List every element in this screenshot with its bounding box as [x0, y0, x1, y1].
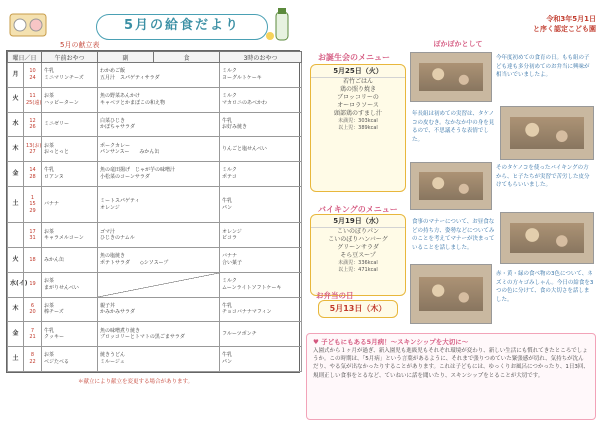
menu-note: ＊献立により献立を変更する場合があります。: [78, 379, 194, 385]
side-dish-cell: [98, 112, 220, 137]
pm-snack-cell: [220, 63, 302, 88]
weekday-cell: 土: [8, 347, 24, 372]
side-dish-cell-line: かぼちゃサラダ: [100, 124, 135, 131]
pm-snack-cell-line: ミルク: [222, 278, 237, 285]
side-dish-cell: [98, 247, 220, 272]
date-cell: [24, 347, 42, 372]
pm-snack-cell-line: チョコバナナマフィン: [222, 309, 272, 316]
col-header-am: 午前おやつ: [42, 52, 98, 63]
photo-food-colors: [410, 264, 492, 324]
am-snack-cell: [42, 223, 98, 248]
am-snack-cell-line: 牛乳: [44, 167, 55, 174]
note-body: 入園式から１ヶ月が過ぎ、新入園児も進級児もそれぞれ環境が変わり、新しい生活にも慣れてきたところでしょうか。この時期は、「5月病」という言葉があるように、それまで張りつめていた緊張感が切れ、気持ちが沈んだり、やる気が出なかったりすることがあります。これは子どもには、ゆっくりお風呂につかったり、1日3回、規則正しい食事をとるなど、ていねいに話を聞いたり、スキンシップをとることが大切です。: [313, 348, 589, 379]
date-number: 31: [29, 235, 36, 242]
viking-cal: 以上児：471kcal: [338, 267, 378, 273]
pm-snack-cell-line: 牛乳: [222, 352, 233, 359]
side-dish-cell-line: ゴマ汁: [100, 228, 116, 235]
table-row: [8, 137, 302, 162]
pm-snack-cell-line: オレンジ: [222, 228, 242, 235]
side-dish-cell-line: 魚の野菜あんかけ: [100, 93, 141, 100]
col-header-pm: 3時のおやつ: [220, 52, 302, 63]
note-heading: ♥ 子どもにもある5月病！〜スキンシップを大切に〜: [313, 338, 469, 346]
side-dish-cell-line: ひじきのナムル: [100, 235, 135, 242]
weekday-cell: 木: [8, 297, 24, 322]
birthday-item: 頭部鶏のすまし汁: [333, 110, 382, 117]
photo-classroom: [410, 162, 492, 210]
date-number: 20: [29, 309, 36, 316]
issue-date-block: [512, 14, 596, 44]
am-snack-cell-line: クッキー: [44, 334, 65, 341]
photo-table-manners: [500, 212, 594, 264]
pm-snack-cell: [220, 112, 302, 137]
date-number: 28: [29, 174, 36, 181]
photo-bamboo: [500, 106, 594, 160]
am-snack-cell-line: ハッピーターン: [44, 99, 79, 106]
viking-item: こいのぼりハンバーグ: [328, 236, 388, 243]
side-dish-cell: [98, 297, 220, 322]
birthday-item: オーロラソース: [337, 102, 379, 109]
date-cell: [24, 63, 42, 88]
date-number: 12: [29, 117, 36, 124]
may-sickness-note: [306, 333, 596, 420]
pm-snack-cell-line: バナナ: [222, 253, 238, 260]
col-header-main: 食: [154, 52, 220, 63]
date-number: 26: [29, 124, 36, 131]
kids-text: そのタケノコを使ったバイキングの方から、ヒ子たちが実習で苦労した皮分けてもらいいました。: [496, 165, 590, 188]
pm-snack-cell-line: フルーツポンチ: [222, 330, 257, 337]
date-number: 6: [30, 302, 35, 309]
pm-snack-cell: [220, 322, 302, 347]
am-snack-cell: [42, 87, 98, 112]
side-dish-cell: [98, 347, 220, 372]
weekday-cell: 水(イ): [8, 272, 24, 297]
am-snack-cell-line: ベジたべる: [44, 359, 70, 366]
kids-text: 赤・黄・緑の食べ物の3色について、ネズミの方々ゴみしゃん。今日の給食を3つの色に分けて、食の大切さを話しました。: [496, 271, 594, 303]
lunchbox-title: お弁当の日: [316, 291, 354, 300]
side-dish-cell-line: ミルージュ: [100, 359, 125, 366]
am-snack-cell: [42, 162, 98, 187]
birthday-item: ブロッコリーの: [337, 94, 379, 101]
am-snack-cell: [42, 63, 98, 88]
am-snack-cell: [42, 112, 98, 137]
weekday-cell: 月: [8, 63, 24, 88]
pm-snack-cell: [220, 347, 302, 372]
table-row: [8, 112, 302, 137]
date-number: 1: [30, 194, 35, 201]
date-cell: [24, 322, 42, 347]
pm-snack-cell-line: パン: [222, 359, 233, 366]
menu-subtitle: 5月の献立表: [60, 41, 100, 49]
date-number: 8: [30, 352, 35, 359]
weekday-cell: 土: [8, 186, 24, 222]
date-number: 13(お): [26, 142, 42, 149]
weekday-cell: 水: [8, 112, 24, 137]
bottle-icon: [262, 6, 302, 44]
date-number: 18: [29, 256, 36, 263]
side-dish-cell: [98, 186, 220, 222]
pm-snack-cell-line: 牛乳: [222, 197, 233, 204]
kids-text: 今年度初めての食育の日。もも組の子ども達も多分初めてのお弁当に興味が相当いでいましたよ。: [496, 55, 590, 78]
am-snack-cell-line: おっとっと: [44, 149, 69, 156]
pm-snack-cell-line: りんごと塩せんべい: [222, 145, 267, 152]
lunchbox-date: 5月13日（木）: [318, 300, 398, 318]
am-snack-cell-line: お茶: [44, 278, 55, 285]
side-dish-cell-line: 魚の塩焼き: [100, 253, 126, 260]
pm-snack-cell: [220, 87, 302, 112]
side-dish-cell-line: 親子丼: [100, 302, 116, 309]
date-number: 10: [29, 68, 36, 75]
date-number: 14: [29, 167, 36, 174]
table-row: [8, 63, 302, 88]
am-snack-cell-line: 牛乳: [44, 68, 55, 75]
col-header-side: 副: [98, 52, 154, 63]
date-number: 7: [30, 327, 35, 334]
pm-snack-cell-line: ピコラ: [222, 235, 238, 242]
weekday-cell: 木: [8, 137, 24, 162]
pm-snack-cell-line: 牛乳: [222, 117, 233, 124]
kids-section-title: ぽかぽかとして: [433, 40, 483, 48]
pm-snack-cell-line: ムーンライトソフトケーキ: [222, 284, 282, 291]
birthday-item: 若竹ごはん: [342, 78, 373, 85]
date-number: 11: [29, 93, 36, 100]
am-snack-cell-line: お茶: [44, 352, 55, 359]
table-row: [8, 347, 302, 372]
am-snack-cell: [42, 186, 98, 222]
am-snack-cell-line: お茶: [44, 142, 55, 149]
am-snack-cell-line: 棒チーズ: [44, 309, 64, 316]
pm-snack-cell-line: ポテコ: [222, 174, 237, 181]
am-snack-cell-line: キャラメルコーン: [44, 235, 84, 242]
viking-item: グリーンサラダ: [337, 244, 379, 251]
side-dish-cell-line: パンサンスー みかん缶: [100, 149, 160, 156]
table-row: [8, 162, 302, 187]
side-dish-cell-line: ポテトサラダ ◇シソスープ: [100, 259, 169, 266]
weekday-cell: 火: [8, 87, 24, 112]
side-dish-cell: [98, 63, 220, 88]
viking-title: バイキングのメニュー: [318, 205, 398, 214]
side-dish-cell-line: 五月汁 スパゲティサラダ: [100, 74, 160, 81]
pm-snack-cell-line: お好み焼き: [222, 124, 248, 131]
weekday-cell: 金: [8, 162, 24, 187]
side-dish-cell-line: 焼きうどん: [100, 352, 126, 359]
viking-date: 5月19日（水）: [311, 215, 405, 228]
date-number: 22: [29, 359, 36, 366]
birthday-title: お誕生会のメニュー: [318, 53, 390, 62]
birthday-menu-card: [310, 64, 406, 192]
date-cell: [24, 162, 42, 187]
pm-snack-cell-line: ヨーグルトケーキ: [222, 74, 262, 81]
pm-snack-cell: [220, 272, 302, 297]
col-header-day: 曜日／日: [8, 52, 42, 63]
side-dish-cell-line: ポークカレー: [100, 142, 131, 149]
am-snack-cell-line: お茶: [44, 302, 55, 309]
table-row: [8, 223, 302, 248]
date-number: 17: [29, 228, 36, 235]
side-dish-cell-line: わかめご飯: [100, 68, 126, 75]
am-snack-cell: [42, 137, 98, 162]
lunch-tray-icon: [6, 6, 50, 40]
side-dish-cell: [98, 223, 220, 248]
pm-snack-cell: [220, 223, 302, 248]
weekday-cell: [8, 223, 24, 248]
side-dish-cell-line: ミートスパゲティ: [100, 197, 140, 204]
date-cell: [24, 112, 42, 137]
side-dish-cell-line: かみかみサラダ: [100, 309, 135, 316]
date-number: 19: [29, 281, 36, 288]
am-snack-cell: [42, 347, 98, 372]
date-cell: [24, 247, 42, 272]
photo-lunch: [410, 52, 492, 102]
date-number: 29: [29, 207, 36, 214]
kids-text: 食事のマナーについて、お昼食などの持ち方、姿勢などについてみのことを考えてマナーが決まっていることを話しました。: [412, 219, 495, 251]
am-snack-cell-line: みかん缶: [44, 256, 65, 263]
table-row: [8, 247, 302, 272]
date-cell: [24, 186, 42, 222]
am-snack-cell-line: 牛乳: [44, 327, 55, 334]
side-dish-cell-line: 白菜ひじき: [100, 117, 126, 124]
date-cell: [24, 223, 42, 248]
pm-snack-cell: [220, 137, 302, 162]
date-number: 15: [29, 201, 36, 208]
date-cell: [24, 87, 42, 112]
date-number: 25(遠): [26, 99, 42, 106]
kids-text: 年長組は初めての実習は、タケノコの皮むき。なかなか中の身を見るので、不思議そうな表情でした。: [412, 111, 495, 143]
am-snack-cell: [42, 322, 98, 347]
am-snack-cell: [42, 247, 98, 272]
date-number: 24: [29, 74, 36, 81]
pm-snack-cell: [220, 162, 302, 187]
am-snack-cell-line: まがりせんべい: [44, 284, 79, 291]
weekday-cell: 火: [8, 247, 24, 272]
birthday-item: 鶏の照り焼き: [339, 86, 376, 93]
am-snack-cell: [42, 272, 98, 297]
side-dish-cell-line: 魚の竜田揚げ じゃが芋の味噌汁: [100, 167, 176, 174]
am-snack-cell-line: ミニマリンチーズ: [44, 74, 84, 81]
table-row: [8, 297, 302, 322]
weekday-cell: 金: [8, 322, 24, 347]
side-dish-cell: [98, 162, 220, 187]
am-snack-cell-line: お茶: [44, 93, 55, 100]
pm-snack-cell-line: パン: [222, 204, 233, 211]
pm-snack-cell: [220, 297, 302, 322]
birthday-date: 5月25日（火）: [311, 65, 405, 78]
pm-snack-cell-line: ミルク: [222, 93, 237, 100]
date-cell: [24, 297, 42, 322]
table-row: [8, 87, 302, 112]
viking-menu-card: [310, 214, 406, 296]
am-snack-cell: [42, 297, 98, 322]
date-cell: [24, 137, 42, 162]
pm-snack-cell-line: 牛乳: [222, 302, 233, 309]
side-dish-cell-line: オレンジ: [100, 204, 120, 211]
table-row: [8, 272, 302, 297]
issue-date: 令和3年5月1日: [546, 15, 596, 23]
side-dish-cell-line: ブロッコリーとトマトの黒ごまサラダ: [100, 334, 185, 341]
viking-item: こいのぼりパン: [336, 228, 379, 235]
am-snack-cell-line: ロアンヌ: [44, 174, 64, 181]
am-snack-cell-line: お茶: [44, 228, 55, 235]
pm-snack-cell: [220, 247, 302, 272]
birthday-cal: 未満児：303kcal: [338, 118, 378, 124]
date-number: 27: [29, 149, 36, 156]
side-dish-cell: [98, 137, 220, 162]
pm-snack-cell-line: マカロニのあべかわ: [222, 99, 268, 106]
viking-item: そら豆スープ: [340, 252, 376, 259]
side-dish-cell: [98, 322, 220, 347]
side-dish-cell: [98, 87, 220, 112]
menu-table: [6, 50, 300, 373]
date-number: 21: [29, 334, 36, 341]
pm-snack-cell: [220, 186, 302, 222]
pm-snack-cell-line: ミルク: [222, 68, 237, 75]
table-row: [8, 322, 302, 347]
pm-snack-cell-line: ミルク: [222, 167, 237, 174]
side-dish-cell-line: 魚の味噌煮り焼き: [100, 327, 141, 334]
birthday-cal: 以上児：389kcal: [338, 125, 378, 131]
am-snack-cell-line: バナナ: [44, 201, 60, 208]
page-title: 5月の給食だより: [96, 14, 268, 40]
side-dish-cell: [98, 272, 220, 297]
table-row: [8, 186, 302, 222]
viking-cal: 未満児：336kcal: [338, 260, 378, 266]
side-dish-cell-line: キャベツとかまぼこの和え物: [100, 99, 166, 106]
pm-snack-cell-line: 合い菓子: [222, 259, 243, 266]
side-dish-cell-line: 小松菜のコーンサラダ: [100, 174, 150, 181]
issue-org: と序く認定こども園: [533, 25, 596, 33]
am-snack-cell-line: ミニゼリー: [44, 121, 70, 128]
